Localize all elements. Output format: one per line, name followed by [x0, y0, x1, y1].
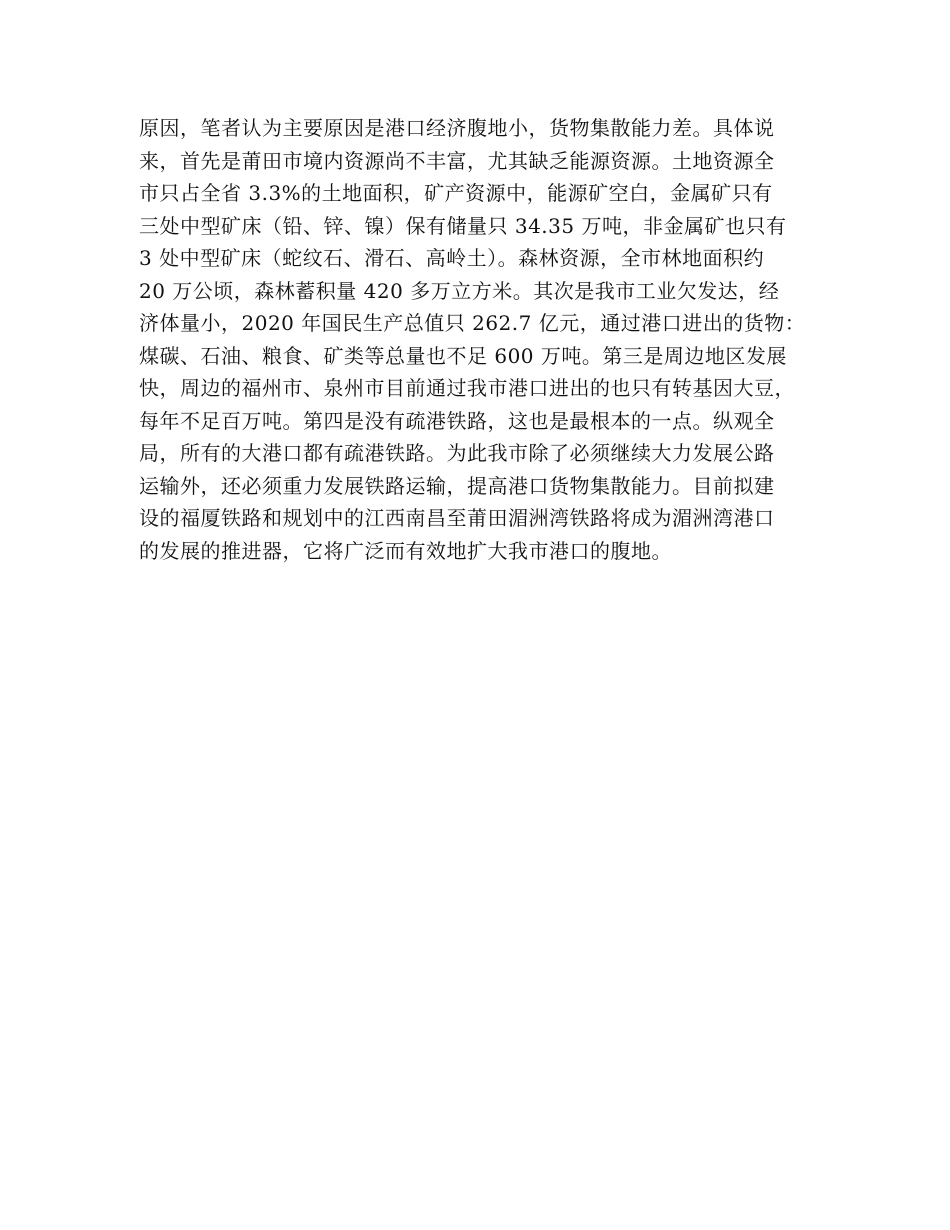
paragraph-line: 20 万公顷，森林蓄积量 420 多万立方米。其次是我市工业欠发达，经	[139, 278, 780, 303]
paragraph-line: 三处中型矿床（铅、锌、镍）保有储量只 34.35 万吨，非金属矿也只有	[139, 213, 787, 238]
paragraph-line: 每年不足百万吨。第四是没有疏港铁路，这也是最根本的一点。纵观全	[139, 408, 775, 433]
paragraph-line: 3 处中型矿床（蛇纹石、滑石、高岭土）。森林资源，全市林地面积约	[139, 246, 765, 270]
paragraph-line: 煤碳、石油、粮食、矿类等总量也不足 600 万吨。第三是周边地区发展	[139, 343, 787, 368]
paragraph-line: 设的福厦铁路和规划中的江西南昌至莆田湄洲湾铁路将成为湄洲湾港口	[139, 506, 775, 530]
paragraph-line: 济体量小，2020 年国民生产总值只 262.7 亿元，通过港口进出的货物：	[139, 311, 806, 335]
paragraph-line: 原因，笔者认为主要原因是港口经济腹地小，货物集散能力差。具体说	[139, 116, 775, 140]
paragraph-line: 来，首先是莆田市境内资源尚不丰富，尤其缺乏能源资源。土地资源全	[139, 148, 775, 173]
paragraph-line: 快，周边的福州市、泉州市目前通过我市港口进出的也只有转基因大豆，	[139, 376, 795, 400]
paragraph-line: 运输外，还必须重力发展铁路运输，提高港口货物集散能力。目前拟建	[139, 473, 775, 498]
paragraph-line: 局，所有的大港口都有疏港铁路。为此我市除了必须继续大力发展公路	[139, 441, 775, 465]
paragraph-line: 的发展的推进器，它将广泛而有效地扩大我市港口的腹地。	[139, 538, 672, 563]
paragraph-line: 市只占全省 3.3%的土地面积，矿产资源中，能源矿空白，金属矿只有	[139, 181, 773, 205]
body-paragraph	[139, 112, 819, 567]
